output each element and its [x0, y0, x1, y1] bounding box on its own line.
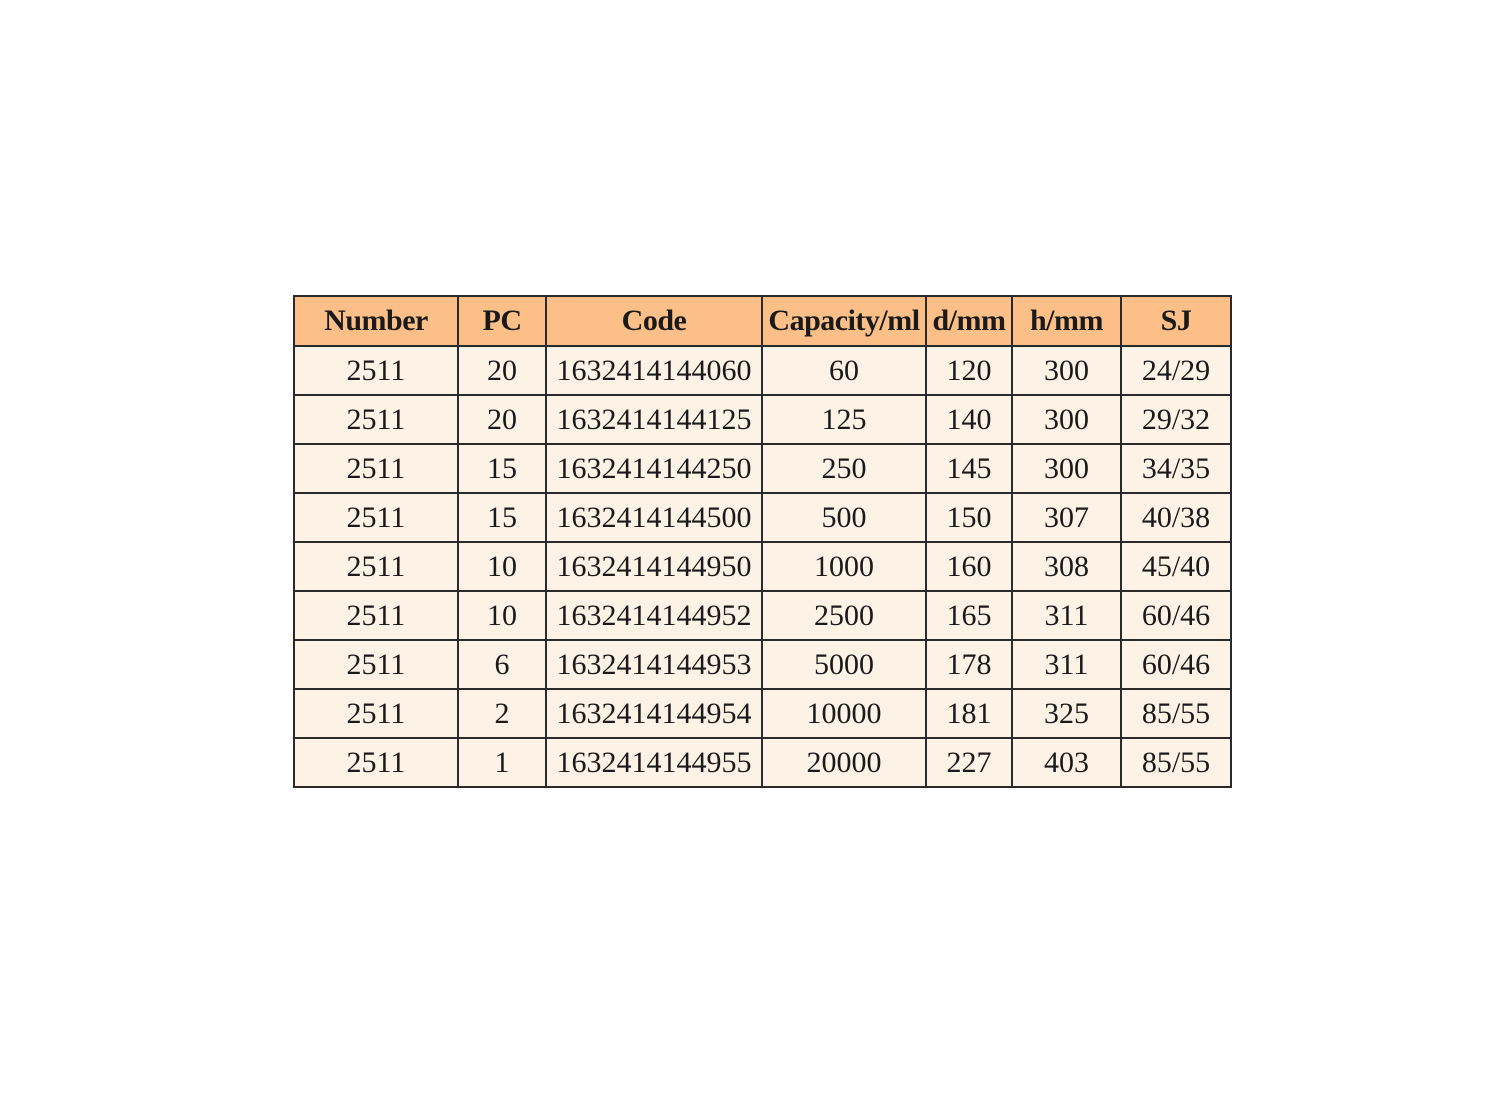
- cell-capacity: 5000: [762, 640, 926, 689]
- cell-code: 1632414144125: [546, 395, 762, 444]
- cell-capacity: 20000: [762, 738, 926, 787]
- cell-diameter: 181: [926, 689, 1012, 738]
- cell-capacity: 60: [762, 346, 926, 395]
- cell-height: 311: [1012, 591, 1121, 640]
- header-row: [294, 296, 1231, 346]
- cell-code: 1632414144250: [546, 444, 762, 493]
- cell-code: 1632414144500: [546, 493, 762, 542]
- cell-number: 2511: [294, 689, 458, 738]
- cell-capacity: 125: [762, 395, 926, 444]
- cell-height: 300: [1012, 444, 1121, 493]
- cell-code: 1632414144060: [546, 346, 762, 395]
- spec-table: [293, 295, 1232, 788]
- cell-sj: 45/40: [1121, 542, 1231, 591]
- cell-pc: 1: [458, 738, 546, 787]
- cell-diameter: 150: [926, 493, 1012, 542]
- cell-pc: 15: [458, 444, 546, 493]
- table-row: [294, 542, 1231, 591]
- cell-capacity: 1000: [762, 542, 926, 591]
- cell-pc: 10: [458, 542, 546, 591]
- cell-pc: 20: [458, 346, 546, 395]
- cell-diameter: 140: [926, 395, 1012, 444]
- header-sj: SJ: [1121, 296, 1231, 346]
- cell-height: 325: [1012, 689, 1121, 738]
- table-row: [294, 591, 1231, 640]
- cell-code: 1632414144955: [546, 738, 762, 787]
- header-pc: PC: [458, 296, 546, 346]
- cell-sj: 60/46: [1121, 591, 1231, 640]
- cell-pc: 20: [458, 395, 546, 444]
- cell-code: 1632414144954: [546, 689, 762, 738]
- cell-diameter: 120: [926, 346, 1012, 395]
- cell-capacity: 10000: [762, 689, 926, 738]
- cell-height: 300: [1012, 395, 1121, 444]
- cell-sj: 34/35: [1121, 444, 1231, 493]
- table-header: [294, 296, 1231, 346]
- cell-pc: 10: [458, 591, 546, 640]
- cell-pc: 2: [458, 689, 546, 738]
- cell-number: 2511: [294, 444, 458, 493]
- cell-number: 2511: [294, 738, 458, 787]
- table-body: [294, 346, 1231, 787]
- table-row: [294, 346, 1231, 395]
- cell-number: 2511: [294, 346, 458, 395]
- cell-diameter: 178: [926, 640, 1012, 689]
- cell-code: 1632414144952: [546, 591, 762, 640]
- cell-number: 2511: [294, 395, 458, 444]
- table-row: [294, 640, 1231, 689]
- cell-capacity: 500: [762, 493, 926, 542]
- cell-pc: 6: [458, 640, 546, 689]
- table-row: [294, 444, 1231, 493]
- cell-diameter: 165: [926, 591, 1012, 640]
- cell-height: 307: [1012, 493, 1121, 542]
- table-row: [294, 395, 1231, 444]
- table-row: [294, 493, 1231, 542]
- header-capacity: Capacity/ml: [762, 296, 926, 346]
- table-row: [294, 689, 1231, 738]
- cell-height: 300: [1012, 346, 1121, 395]
- cell-diameter: 160: [926, 542, 1012, 591]
- cell-sj: 40/38: [1121, 493, 1231, 542]
- cell-diameter: 145: [926, 444, 1012, 493]
- cell-sj: 29/32: [1121, 395, 1231, 444]
- cell-capacity: 2500: [762, 591, 926, 640]
- cell-sj: 85/55: [1121, 689, 1231, 738]
- cell-height: 308: [1012, 542, 1121, 591]
- header-height: h/mm: [1012, 296, 1121, 346]
- cell-number: 2511: [294, 640, 458, 689]
- cell-capacity: 250: [762, 444, 926, 493]
- cell-height: 311: [1012, 640, 1121, 689]
- cell-height: 403: [1012, 738, 1121, 787]
- cell-code: 1632414144950: [546, 542, 762, 591]
- cell-code: 1632414144953: [546, 640, 762, 689]
- cell-diameter: 227: [926, 738, 1012, 787]
- cell-sj: 85/55: [1121, 738, 1231, 787]
- cell-number: 2511: [294, 493, 458, 542]
- cell-sj: 24/29: [1121, 346, 1231, 395]
- cell-sj: 60/46: [1121, 640, 1231, 689]
- cell-number: 2511: [294, 542, 458, 591]
- cell-pc: 15: [458, 493, 546, 542]
- header-diameter: d/mm: [926, 296, 1012, 346]
- table-row: [294, 738, 1231, 787]
- cell-number: 2511: [294, 591, 458, 640]
- header-number: Number: [294, 296, 458, 346]
- header-code: Code: [546, 296, 762, 346]
